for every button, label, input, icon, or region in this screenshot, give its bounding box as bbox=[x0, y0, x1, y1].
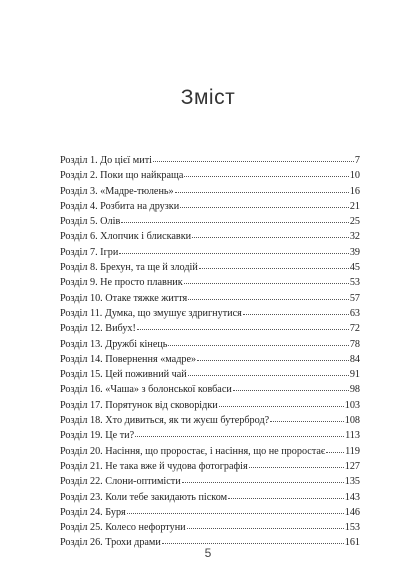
toc-entry-title: Розділ 22. Слони-оптимісти bbox=[60, 476, 181, 488]
toc-entry bbox=[60, 490, 360, 505]
toc-leader-dots bbox=[197, 352, 349, 362]
toc-entry bbox=[60, 413, 360, 428]
page-title: Зміст bbox=[180, 86, 236, 109]
toc-entry-title: Розділ 8. Брехун, та ще й злодій bbox=[60, 262, 198, 274]
toc-entry-title: Розділ 16. «Чаша» з болонської ковбаси bbox=[60, 384, 232, 396]
toc-entry bbox=[60, 367, 360, 382]
toc-leader-dots bbox=[199, 260, 349, 270]
toc-entry-page: 146 bbox=[344, 506, 360, 518]
toc-entry-page: 72 bbox=[349, 323, 360, 335]
toc-entry-page: 161 bbox=[344, 537, 360, 549]
toc-entry bbox=[60, 214, 360, 229]
toc-entry-title: Розділ 13. Дружбі кінець bbox=[60, 338, 168, 350]
toc-leader-dots bbox=[119, 245, 349, 255]
toc-entry-title: Розділ 20. Насіння, що проростає, і насіння, що не проростає bbox=[60, 445, 326, 457]
toc-entry-page: 91 bbox=[349, 369, 360, 381]
toc-entry-page: 57 bbox=[349, 292, 360, 304]
toc-entry-title: Розділ 12. Вибух! bbox=[60, 323, 136, 335]
toc-entry-title: Розділ 23. Коли тебе закидають піском bbox=[60, 491, 228, 503]
toc-leader-dots bbox=[127, 505, 344, 515]
toc-entry-page: 84 bbox=[349, 353, 360, 365]
toc-entry-title: Розділ 4. Розбита на друзки bbox=[60, 200, 180, 212]
toc-entry bbox=[60, 199, 360, 214]
toc-entry bbox=[60, 337, 360, 352]
toc-leader-dots bbox=[135, 428, 344, 438]
toc-leader-dots bbox=[180, 199, 349, 209]
toc-entry-page: 143 bbox=[344, 491, 360, 503]
toc-entry-title: Розділ 3. «Мадре-тюлень» bbox=[60, 185, 174, 197]
toc-entry-page: 21 bbox=[349, 200, 360, 212]
toc-entry bbox=[60, 245, 360, 260]
toc-entry-title: Розділ 26. Трохи драми bbox=[60, 537, 161, 549]
toc-entry-title: Розділ 1. До цієї миті bbox=[60, 155, 152, 166]
toc-entry-title: Розділ 10. Отаке тяжке життя bbox=[60, 292, 188, 304]
toc-entry-title: Розділ 11. Думка, що змушує здригнутися bbox=[60, 307, 242, 319]
toc-entry-page: 78 bbox=[349, 338, 360, 350]
toc-leader-dots bbox=[228, 490, 344, 500]
toc-leader-dots bbox=[121, 214, 349, 224]
toc-leader-dots bbox=[182, 474, 344, 484]
toc-leader-dots bbox=[192, 229, 349, 239]
table-of-contents bbox=[60, 153, 360, 551]
toc-entry bbox=[60, 153, 360, 168]
toc-leader-dots bbox=[233, 382, 349, 392]
toc-leader-dots bbox=[187, 520, 344, 530]
toc-entry bbox=[60, 306, 360, 321]
toc-leader-dots bbox=[326, 444, 344, 454]
toc-entry-page: 98 bbox=[349, 384, 360, 396]
toc-entry-title: Розділ 7. Ігри bbox=[60, 246, 119, 258]
toc-entry-page: 45 bbox=[349, 262, 360, 274]
toc-leader-dots bbox=[184, 275, 349, 285]
toc-entry-title: Розділ 25. Колесо нефортуни bbox=[60, 522, 186, 534]
toc-entry-page: 7 bbox=[354, 155, 360, 166]
toc-entry-title: Розділ 21. Не така вже й чудова фотографія bbox=[60, 460, 248, 472]
toc-entry-page: 25 bbox=[349, 216, 360, 228]
toc-entry-page: 16 bbox=[349, 185, 360, 197]
toc-entry-title: Розділ 5. Олів bbox=[60, 216, 121, 228]
toc-entry-page: 103 bbox=[344, 399, 360, 411]
toc-entry-page: 53 bbox=[349, 277, 360, 289]
toc-leader-dots bbox=[175, 184, 349, 194]
toc-entry bbox=[60, 444, 360, 459]
toc-entry-page: 39 bbox=[349, 246, 360, 258]
toc-leader-dots bbox=[243, 306, 349, 316]
toc-leader-dots bbox=[184, 168, 348, 178]
toc-entry bbox=[60, 352, 360, 367]
toc-entry-title: Розділ 19. Це ти? bbox=[60, 430, 135, 442]
toc-entry-page: 135 bbox=[344, 476, 360, 488]
toc-leader-dots bbox=[153, 153, 354, 163]
toc-entry-title: Розділ 6. Хлопчик і блискавки bbox=[60, 231, 192, 243]
toc-leader-dots bbox=[219, 398, 344, 408]
toc-entry bbox=[60, 382, 360, 397]
toc-entry-page: 113 bbox=[345, 430, 360, 442]
page-number: 5 bbox=[204, 546, 212, 560]
toc-entry-title: Розділ 9. Не просто плавник bbox=[60, 277, 183, 289]
toc-entry-page: 32 bbox=[349, 231, 360, 243]
toc-entry-title: Розділ 15. Цей поживний чай bbox=[60, 369, 187, 381]
toc-leader-dots bbox=[188, 291, 349, 301]
toc-entry-page: 127 bbox=[344, 460, 360, 472]
toc-leader-dots bbox=[168, 337, 348, 347]
toc-entry bbox=[60, 474, 360, 489]
toc-entry bbox=[60, 275, 360, 290]
toc-entry bbox=[60, 321, 360, 336]
toc-entry bbox=[60, 505, 360, 520]
toc-entry-page: 153 bbox=[344, 522, 360, 534]
toc-entry bbox=[60, 229, 360, 244]
toc-entry-title: Розділ 18. Хто дивиться, як ти жуєш бутерброд? bbox=[60, 415, 270, 427]
toc-entry-title: Розділ 17. Порятунок від сковорідки bbox=[60, 399, 218, 411]
toc-entry-title: Розділ 14. Повернення «мадре» bbox=[60, 353, 197, 365]
toc-entry-page: 108 bbox=[344, 415, 360, 427]
toc-leader-dots bbox=[249, 459, 344, 469]
toc-leader-dots bbox=[162, 535, 344, 545]
toc-leader-dots bbox=[188, 367, 349, 377]
toc-entry bbox=[60, 520, 360, 535]
toc-entry-title: Розділ 2. Поки що найкраща bbox=[60, 170, 184, 182]
toc-entry bbox=[60, 428, 360, 443]
toc-leader-dots bbox=[137, 321, 349, 331]
toc-entry-title: Розділ 24. Буря bbox=[60, 506, 126, 518]
toc-entry bbox=[60, 459, 360, 474]
toc-entry bbox=[60, 168, 360, 183]
toc-entry bbox=[60, 291, 360, 306]
toc-entry bbox=[60, 398, 360, 413]
toc-entry bbox=[60, 184, 360, 199]
toc-entry-page: 10 bbox=[349, 170, 360, 182]
toc-entry-page: 119 bbox=[345, 445, 360, 457]
toc-entry bbox=[60, 260, 360, 275]
toc-leader-dots bbox=[270, 413, 344, 423]
toc-entry-page: 63 bbox=[349, 307, 360, 319]
